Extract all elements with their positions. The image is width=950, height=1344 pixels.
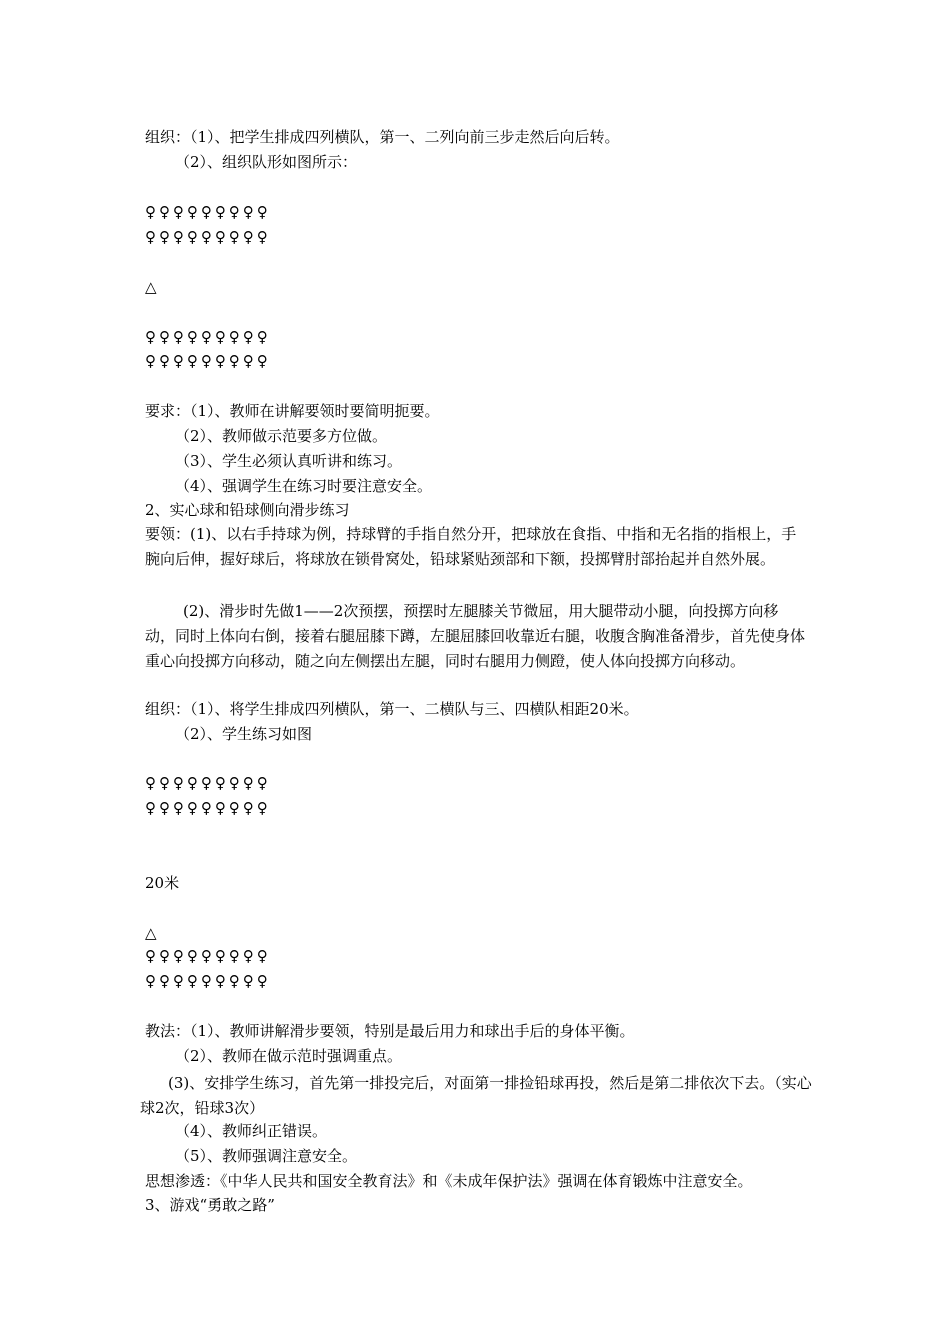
method-1: 教法：（1）、教师讲解滑步要领，特别是最后用力和球出手后的身体平衡。: [145, 1022, 635, 1040]
method-3: (3)、安排学生练习，首先第一排投完后，对面第一排捡铅球再投，然后是第二排依次下去。（实心球2次，铅球3次）: [140, 1074, 812, 1117]
org-step-2: （2）、组织队形如图所示：: [175, 153, 358, 171]
requirement-3: （3）、学生必须认真听讲和练习。: [175, 452, 403, 470]
essential-paragraph-1: 要领：(1)、以右手持球为例，持球臂的手指自然分开，把球放在食指、中指和无名指的指根上，手腕向后伸，握好球后，将球放在锁骨窝处，铅球紧贴颈部和下额，投掷臂肘部抬起并自然外展。: [145, 525, 797, 568]
formation-row: ♀♀♀♀♀♀♀♀♀: [145, 799, 271, 817]
formation-row: ♀♀♀♀♀♀♀♀♀: [145, 947, 271, 965]
method-5: （5）、教师强调注意安全。: [175, 1147, 358, 1165]
formation-row: ♀♀♀♀♀♀♀♀♀: [145, 228, 271, 246]
org-step-1: 组织：（1）、将学生排成四列横队，第一、二横队与三、四横队相距20米。: [145, 700, 639, 718]
formation-row: ♀♀♀♀♀♀♀♀♀: [145, 203, 271, 221]
teacher-marker: △: [145, 924, 157, 942]
org-step-1: 组织：（1）、把学生排成四列横队，第一、二列向前三步走然后向后转。: [145, 128, 620, 146]
requirement-1: 要求：（1）、教师在讲解要领时要简明扼要。: [145, 402, 440, 420]
essential-paragraph-2: (2)、滑步时先做1——2次预摆，预摆时左腿膝关节微屈，用大腿带动小腿，向投掷方向移动，同时上体向右倒，接着右腿屈膝下蹲，左腿屈膝回收靠近右腿，收腹含胸准备滑步，首先使身体重心向投掷方向移动，随之向左侧摆出左腿，同时右腿用力侧蹬，使人体向投掷方向移动。: [145, 602, 806, 670]
org-step-2: （2）、学生练习如图: [175, 725, 313, 743]
formation-row: ♀♀♀♀♀♀♀♀♀: [145, 328, 271, 346]
section-heading: 2、实心球和铅球侧向滑步练习: [145, 501, 350, 519]
section-heading: 3、游戏“勇敢之路”: [145, 1196, 275, 1214]
ideology-note: 思想渗透：《中华人民共和国安全教育法》和《未成年保护法》强调在体育锻炼中注意安全。: [145, 1172, 753, 1190]
formation-row: ♀♀♀♀♀♀♀♀♀: [145, 352, 271, 370]
teacher-marker: △: [145, 278, 157, 296]
requirement-2: （2）、教师做示范要多方位做。: [175, 427, 388, 445]
distance-label: 20米: [145, 874, 180, 892]
formation-row: ♀♀♀♀♀♀♀♀♀: [145, 774, 271, 792]
method-4: （4）、教师纠正错误。: [175, 1122, 328, 1140]
method-2: （2）、教师在做示范时强调重点。: [175, 1047, 403, 1065]
requirement-4: （4）、强调学生在练习时要注意安全。: [175, 477, 433, 495]
formation-row: ♀♀♀♀♀♀♀♀♀: [145, 972, 271, 990]
